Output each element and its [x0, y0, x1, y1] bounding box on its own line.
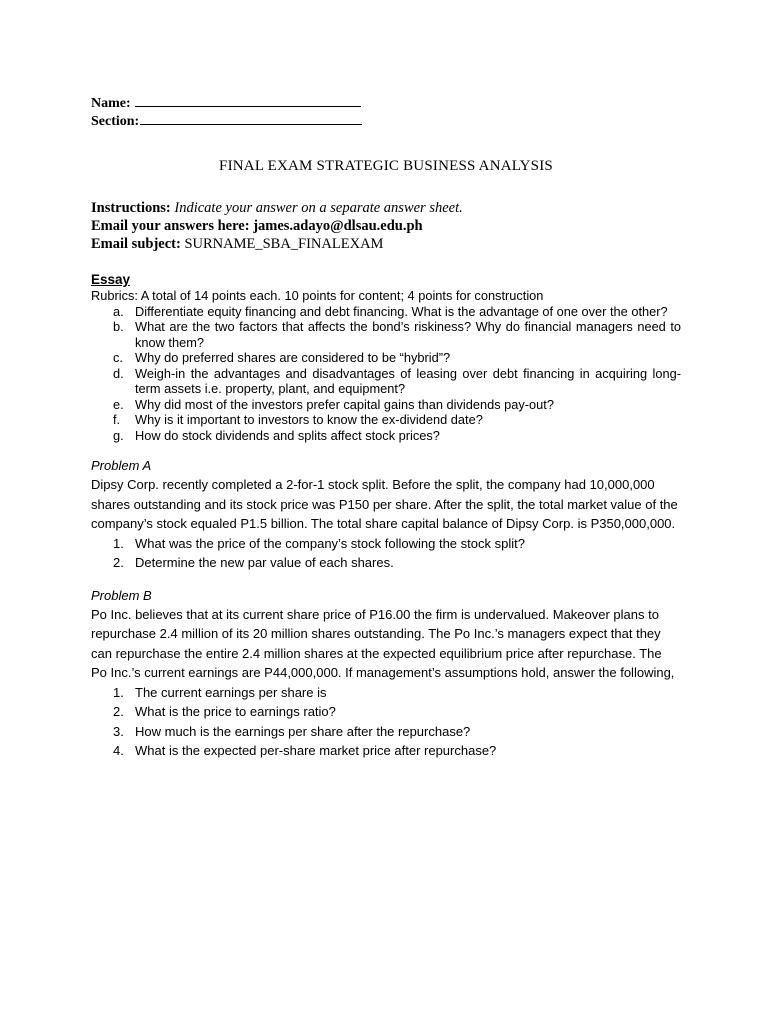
item-marker: a.: [113, 303, 124, 319]
section-label: Section:: [91, 114, 140, 129]
name-field: [91, 94, 681, 112]
essay-heading: Essay: [91, 272, 131, 287]
rubric-text: Rubrics: A total of 14 points each. 10 points for content; 4 points for construction: [91, 288, 544, 303]
essay-question-list: [91, 304, 681, 444]
problem-a-title: Problem A: [91, 458, 152, 473]
instructions-line: [91, 199, 681, 217]
item-text: How much is the earnings per share after the repurchase?: [135, 723, 471, 739]
item-text: What is the expected per-share market price after repurchase?: [135, 743, 497, 758]
list-item: [91, 397, 681, 413]
item-text: Why do preferred shares are considered to be “hybrid”?: [135, 350, 451, 365]
item-text: Differentiate equity financing and debt financing. What is the advantage of one over the other?: [135, 303, 668, 319]
item-marker: f.: [113, 412, 121, 427]
item-text: What are the two factors that affects the bond’s riskiness? Why do financial managers need to know them?: [135, 319, 681, 350]
item-marker: 1.: [113, 684, 124, 700]
subject-value: SURNAME_SBA_FINALEXAM: [184, 236, 384, 252]
list-item: [91, 366, 681, 397]
item-marker: e.: [113, 396, 124, 412]
subject-line: [91, 235, 681, 253]
list-item: [91, 304, 681, 320]
item-marker: 4.: [113, 743, 124, 758]
subject-label: Email subject:: [91, 236, 181, 252]
problem-b-questions: [91, 683, 681, 761]
item-text: Why is it important to investors to know the ex-dividend date?: [135, 412, 483, 427]
problem-b-text: Po Inc. believes that at its current share price of P16.00 the firm is undervalued. Makeover plans to repurchase 2.4 million of its 20 million shares outstanding. The Po Inc.’s managers expect that they can repurchase the entire 2.4 million shares at the expected equilibrium price after repurchase. The Po Inc.’s current earnings are P44,000,000. If management’s assumptions hold, answer the following,: [91, 606, 675, 680]
email-line: [91, 217, 681, 235]
section-blank-line: [140, 112, 362, 125]
item-marker: 2.: [113, 704, 124, 719]
email-label: Email your answers here:: [91, 218, 250, 234]
list-item: [91, 722, 681, 742]
list-item: [91, 350, 681, 366]
item-marker: g.: [113, 427, 124, 443]
item-text: The current earnings per share is: [135, 684, 327, 700]
item-marker: 1.: [113, 535, 124, 551]
list-item: [91, 534, 681, 554]
email-address: james.adayo@dlsau.edu.ph: [253, 218, 423, 234]
item-text: How do stock dividends and splits affect stock prices?: [135, 427, 440, 443]
problem-b-title: Problem B: [91, 587, 152, 603]
instructions-label: Instructions:: [91, 200, 171, 216]
section-field: [91, 112, 681, 130]
list-item: [91, 319, 681, 350]
item-text: What is the price to earnings ratio?: [135, 704, 336, 719]
item-text: Determine the new par value of each shares.: [135, 555, 394, 570]
item-text: What was the price of the company’s stock following the stock split?: [135, 535, 525, 551]
item-text: Why did most of the investors prefer capital gains than dividends pay-out?: [135, 396, 554, 412]
problem-a-text: Dipsy Corp. recently completed a 2-for-1 stock split. Before the split, the company had 10,000,000 shares outstanding and its stock price was P150 per share. After the split, the total market value of the company’s stock equaled P1.5 billion. The total share capital balance of Dipsy Corp. is P350,000,000.: [91, 477, 678, 531]
instructions-text: Indicate your answer on a separate answer sheet.: [174, 200, 463, 216]
item-marker: d.: [113, 365, 124, 381]
list-item: [91, 428, 681, 444]
item-marker: c.: [113, 350, 123, 365]
name-label: Name:: [91, 96, 131, 111]
item-marker: 3.: [113, 723, 124, 739]
list-item: [91, 412, 681, 428]
list-item: [91, 553, 681, 573]
list-item: [91, 702, 681, 722]
name-blank-line: [135, 94, 361, 107]
item-text: Weigh-in the advantages and disadvantages of leasing over debt financing in acquiring long-term assets i.e. property, plant, and equipment?: [135, 365, 681, 396]
exam-page: [91, 94, 681, 761]
item-marker: 2.: [113, 555, 124, 570]
exam-title: FINAL EXAM STRATEGIC BUSINESS ANALYSIS: [219, 158, 553, 174]
list-item: [91, 741, 681, 761]
item-marker: b.: [113, 319, 124, 334]
problem-a-questions: [91, 534, 681, 573]
list-item: [91, 683, 681, 703]
